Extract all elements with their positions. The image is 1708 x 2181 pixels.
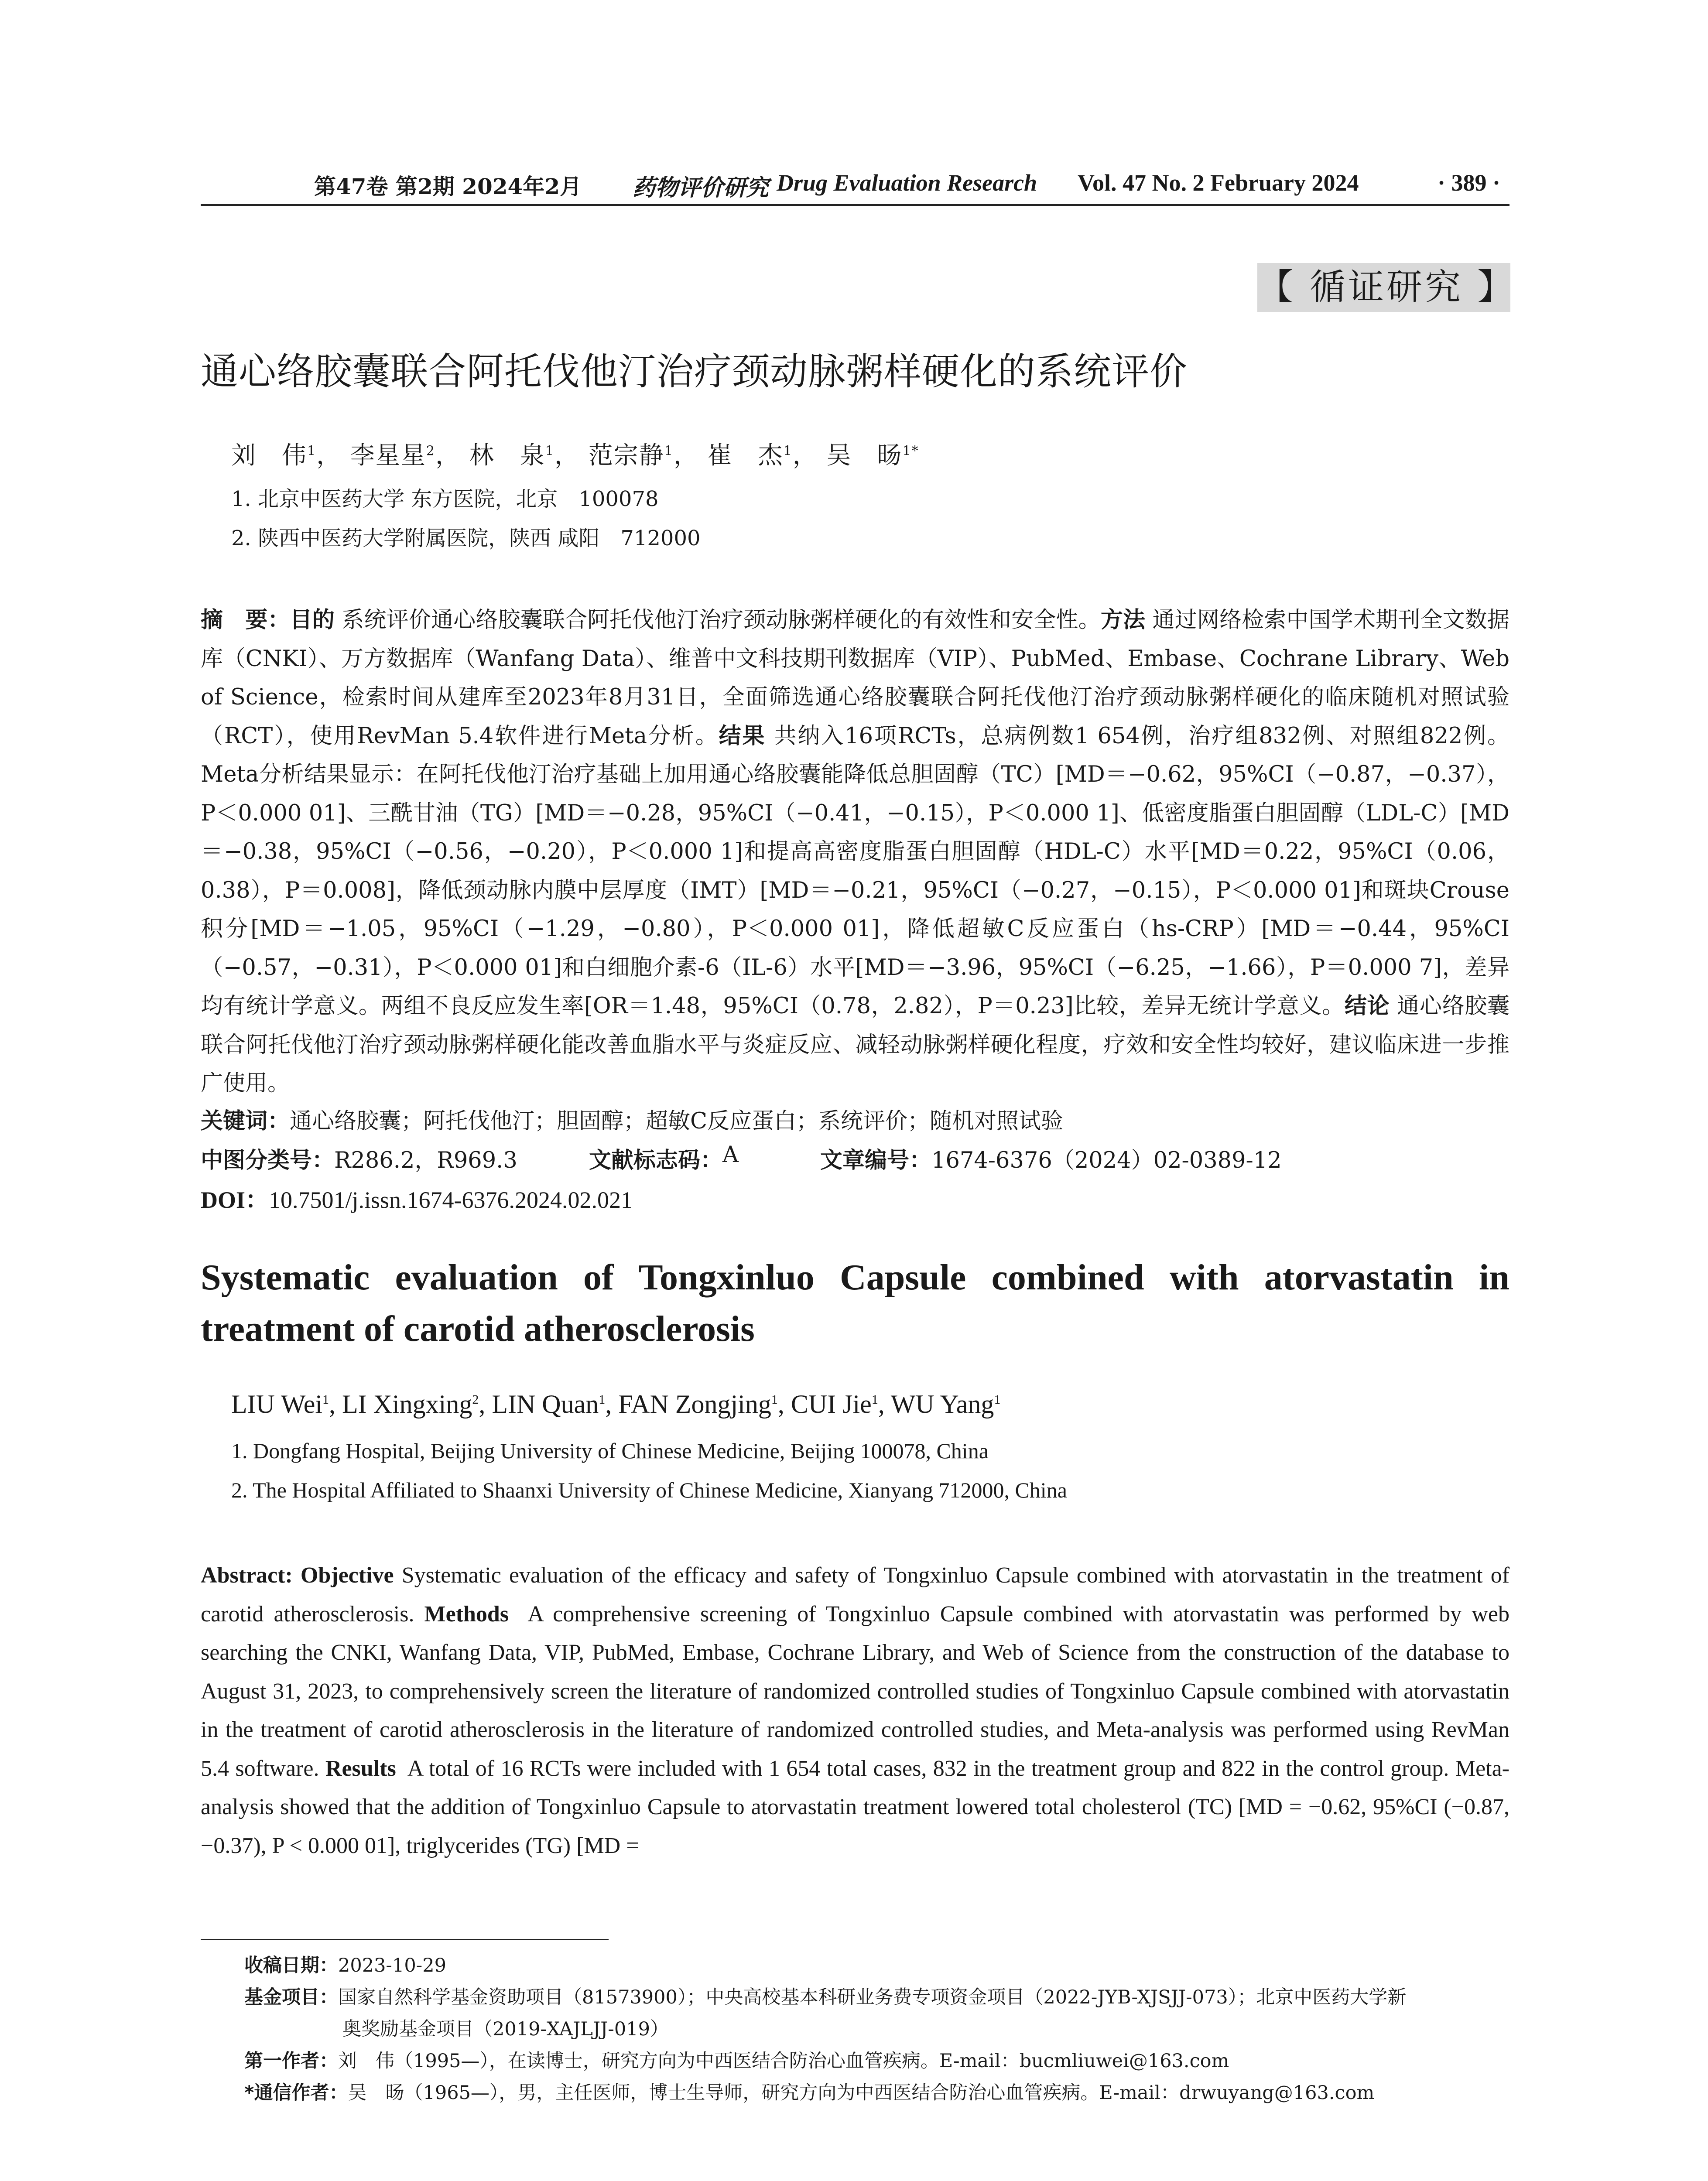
- journal-logo: 药物评价研究: [633, 175, 769, 201]
- methods-en-label: Methods: [424, 1601, 509, 1627]
- header-journal-en: Drug Evaluation Research: [777, 170, 1037, 196]
- received-label: 收稿日期：: [244, 1955, 338, 1976]
- author-sup: 1: [664, 443, 674, 459]
- article-no-value: 1674-6376（2024）02-0389-12: [931, 1148, 1282, 1173]
- fund-line-1: 国家自然科学基金资助项目（81573900）；中央高校基本科研业务费专项资金项目（2022-JYB-XJSJJ-073）；北京中医药大学新: [338, 1986, 1407, 2008]
- clc-label: 中图分类号：: [201, 1148, 335, 1173]
- header-volume-en: Vol. 47 No. 2 February 2024: [1078, 170, 1359, 196]
- abstract-en: [201, 1556, 1509, 1865]
- author-sup: 1*: [902, 443, 919, 459]
- author-sup: 1: [599, 1392, 606, 1407]
- abstract-label: 摘 要：: [201, 607, 290, 633]
- doi-value[interactable]: 10.7501/j.issn.1674-6376.2024.02.021: [269, 1187, 633, 1213]
- fund-line-2: 奥奖励基金项目（2019-XAJLJJ-019）: [342, 2018, 669, 2040]
- author-sup: 1: [322, 1392, 329, 1407]
- doc-code-value: A: [722, 1142, 739, 1168]
- first-author: [244, 2045, 1509, 2077]
- running-header: [201, 169, 1509, 200]
- objective-en-label: Objective: [300, 1563, 394, 1588]
- methods-en-text: A comprehensive screening of Tongxinluo Capsule combined with atorvastatin was performed by web searching the CNKI, Wanfang Data, VIP, PubMed, Embase, Cochrane Library, and Web of Science from the construction of the database to August 31, 2023, to comprehensively screen the literature of randomized controlled studies of Tongxinluo Capsule combined with atorvastatin in the treatment of carotid atherosclerosis in the literature of randomized controlled studies, and Meta-analysis was performed using RevMan 5.4 software.: [201, 1601, 1510, 1781]
- results-en-label: Results: [325, 1756, 396, 1781]
- received-date: [244, 1950, 1509, 1982]
- conclusion-label: 结论: [1344, 993, 1390, 1019]
- first-author-label: 第一作者：: [244, 2050, 338, 2072]
- conclusion-text: 通心络胶囊联合阿托伐他汀治疗颈动脉粥样硬化能改善血脂水平与炎症反应、减轻动脉粥样硬化程度，疗效和安全性均较好，建议临床进一步推广使用。: [201, 993, 1509, 1096]
- doi-line: [201, 1181, 633, 1215]
- author-en: LIN Quan: [492, 1390, 599, 1419]
- corresponding-value: 吴 旸（1965—），男，主任医师，博士生导师，研究方向为中西医结合防治心血管疾病。E-mail：drwuyang@163.com: [348, 2082, 1375, 2104]
- author-sup: 1: [307, 443, 317, 459]
- author-en: FAN Zongjing: [618, 1390, 771, 1419]
- objective-label: 目的: [290, 607, 335, 633]
- doc-code-label: 文献标志码：: [589, 1148, 723, 1173]
- funding: [244, 1982, 1509, 2045]
- author-cn: 崔 杰: [707, 441, 784, 470]
- affiliation-cn-1: 1. 北京中医药大学 东方医院，北京 100078: [231, 487, 659, 511]
- author-sup: 1: [871, 1392, 878, 1407]
- objective-text: 系统评价通心络胶囊联合阿托伐他汀治疗颈动脉粥样硬化的有效性和安全性。: [342, 607, 1101, 633]
- author-sup: 2: [472, 1392, 479, 1407]
- header-page-number: · 389 ·: [1438, 170, 1501, 196]
- author-sup: 1: [994, 1392, 1001, 1407]
- authors-cn: 刘 伟$^1$， 李星星$^2$， 林 泉$^1$， 范宗静$^1$， 崔 杰$^1$， 吴 旸$^{1*}$: [231, 441, 919, 470]
- author-sup: 1: [783, 443, 793, 459]
- article-no-label: 文章编号：: [820, 1148, 932, 1173]
- author-cn: 刘 伟: [231, 441, 307, 470]
- clc-value: R286.2，R969.3: [334, 1148, 517, 1173]
- header-rule: [201, 204, 1509, 206]
- authors-en: LIU Wei$^1$, LI Xingxing$^2$, LIN Quan$^1$, FAN Zongjing$^1$, CUI Jie$^1$, WU Yang$^1$: [231, 1390, 1001, 1419]
- author-en: WU Yang: [890, 1390, 994, 1419]
- methods-label: 方法: [1100, 607, 1146, 633]
- section-badge: 【 循证研究 】: [1257, 263, 1510, 312]
- author-cn: 范宗静: [588, 441, 664, 470]
- author-sup: 1: [545, 443, 555, 459]
- results-text: 共纳入16项RCTs，总病例数1 654例，治疗组832例、对照组822例。Meta分析结果显示：在阿托伐他汀治疗基础上加用通心络胶囊能降低总胆固醇（TC）[MD＝−0.62，95%CI（−0.87，−0.37），P＜0.000 01]、三酰甘油（TG）[MD＝−0.28，95%CI（−0.41，−0.15），P＜0.000 1]、低密度脂蛋白胆固醇（LDL-C）[MD＝−0.38，95%CI（−0.56，−0.20），P＜0.000 1]和提高高密度脂蛋白胆固醇（HDL-C）水平[MD＝0.22，95%CI（0.06，0.38），P＝0.008]，降低颈动脉内膜中层厚度（IMT）[MD＝−0.21，95%CI（−0.27，−0.15），P＜0.000 01]和斑块Crouse积分[MD＝−1.05，95%CI（−1.29，−0.80），P＜0.000 01]，降低超敏C反应蛋白（hs-CRP）[MD＝−0.44，95%CI（−0.57，−0.31），P＜0.000 01]和白细胞介素-6（IL-6）水平[MD＝−3.96，95%CI（−6.25，−1.66），P＝0.000 7]，差异均有统计学意义。两组不良反应发生率[OR＝1.48，95%CI（0.78，2.82），P＝0.23]比较，差异无统计学意义。: [201, 723, 1509, 1019]
- corresponding-label: *通信作者：: [244, 2082, 348, 2104]
- keywords-label: 关键词：: [201, 1108, 290, 1134]
- title-cn: 通心络胶囊联合阿托伐他汀治疗颈动脉粥样硬化的系统评价: [201, 350, 1188, 393]
- author-cn: 吴 旸: [826, 441, 903, 470]
- abstract-cn: [201, 601, 1509, 1103]
- author-sup: 1: [771, 1392, 778, 1407]
- objective-en-text: Systematic evaluation of the efficacy and safety of Tongxinluo Capsule combined with atorvastatin in the treatment of carotid atherosclerosis.: [201, 1563, 1510, 1627]
- keywords-cn: [201, 1103, 1063, 1135]
- affiliation-en-2: 2. The Hospital Affiliated to Shaanxi University of Chinese Medicine, Xianyang 712000, China: [231, 1478, 1067, 1502]
- abstract-en-label: Abstract:: [201, 1563, 293, 1588]
- author-en: LIU Wei: [231, 1390, 323, 1419]
- results-en-text: A total of 16 RCTs were included with 1 654 total cases, 832 in the treatment group and 822 in the control group. Meta-analysis showed that the addition of Tongxinluo Capsule to atorvastatin treatment lowered total cholesterol (TC) [MD = −0.62, 95%CI (−0.87, −0.37), P < 0.000 01], triglycerides (TG) [MD =: [201, 1756, 1509, 1858]
- received-value: 2023-10-29: [338, 1955, 446, 1976]
- author-cn: 李星星: [350, 441, 426, 470]
- keywords-value: 通心络胶囊；阿托伐他汀；胆固醇；超敏C反应蛋白；系统评价；随机对照试验: [290, 1108, 1064, 1134]
- author-en: CUI Jie: [791, 1390, 872, 1419]
- author-sup: 2: [426, 443, 435, 459]
- header-issue-cn: 第47卷 第2期 2024年2月: [314, 174, 582, 199]
- title-en: Systematic evaluation of Tongxinluo Capsule combined with atorvastatin in treatment of carotid atherosclerosis: [201, 1257, 1509, 1349]
- affiliation-en-1: 1. Dongfang Hospital, Beijing University of Chinese Medicine, Beijing 100078, China: [231, 1439, 989, 1463]
- doi-label: DOI：: [201, 1187, 269, 1213]
- fund-label: 基金项目：: [244, 1986, 338, 2008]
- footnotes: [244, 1950, 1509, 2109]
- affiliation-cn-2: 2. 陕西中医药大学附属医院，陕西 咸阳 712000: [231, 526, 701, 550]
- author-cn: 林 泉: [469, 441, 545, 470]
- results-label: 结果: [719, 723, 766, 749]
- methods-text: 通过网络检索中国学术期刊全文数据库（CNKI）、万方数据库（Wanfang Data）、维普中文科技期刊数据库（VIP）、PubMed、Embase、Cochrane Library、Web of Science，检索时间从建库至2023年8月31日，全面筛选通心络胶囊联合阿托伐他汀治疗颈动脉粥样硬化的临床随机对照试验（RCT），使用RevMan 5.4软件进行Meta分析。: [201, 607, 1509, 749]
- footnote-rule: [201, 1939, 609, 1940]
- author-en: LI Xingxing: [342, 1390, 472, 1419]
- first-author-value: 刘 伟（1995—），在读博士，研究方向为中西医结合防治心血管疾病。E-mail：bucmliuwei@163.com: [338, 2050, 1229, 2072]
- corresponding-author: [244, 2077, 1509, 2109]
